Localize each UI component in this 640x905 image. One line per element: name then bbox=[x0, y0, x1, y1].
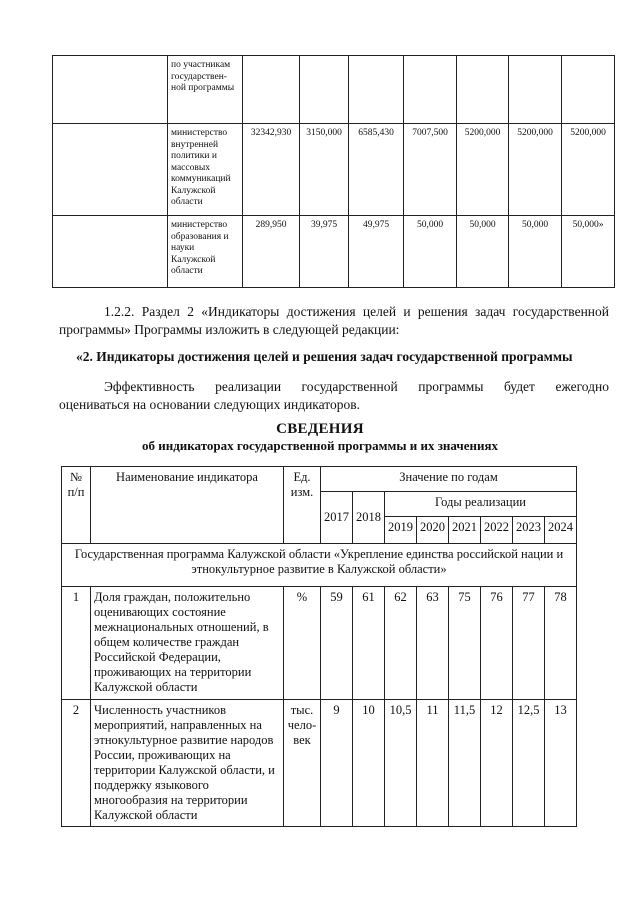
value-cell: 3150,000 bbox=[300, 124, 349, 216]
indicator-name: Численность участников мероприятий, направленных на этнокультурное развитие народов России, проживающих на территории Калужской области, и поддержку языкового многообразия на территории Калужской области bbox=[91, 700, 284, 827]
word: будет bbox=[503, 379, 535, 394]
value-cell bbox=[404, 56, 457, 124]
table-row bbox=[62, 587, 577, 700]
table-row bbox=[53, 124, 615, 216]
value-cell: 5200,000 bbox=[457, 124, 509, 216]
value-cell: 11 bbox=[417, 700, 449, 827]
header-year: 2020 bbox=[417, 517, 449, 544]
value-cell bbox=[457, 56, 509, 124]
header-year: 2023 bbox=[513, 517, 545, 544]
header-year: 2022 bbox=[481, 517, 513, 544]
program-section-row bbox=[62, 544, 577, 587]
row-number: 1 bbox=[62, 587, 91, 700]
value-cell: 75 bbox=[449, 587, 481, 700]
table-cell bbox=[53, 124, 168, 216]
table-cell bbox=[53, 216, 168, 288]
executor-cell: по участникам государствен-ной программы bbox=[168, 56, 243, 124]
header-year: 2017 bbox=[321, 492, 353, 544]
value-cell: 12,5 bbox=[513, 700, 545, 827]
indicator-name: Доля граждан, положительно оценивающих состояние межнациональных отношений, в общем количестве граждан Российской Федерации, проживающих на территории Калужской области bbox=[91, 587, 284, 700]
word: Эффективность bbox=[104, 379, 195, 394]
value-cell: 63 bbox=[417, 587, 449, 700]
value-cell: 59 bbox=[321, 587, 353, 700]
header-year: 2024 bbox=[545, 517, 577, 544]
indicators-table bbox=[61, 466, 577, 827]
value-cell: 78 bbox=[545, 587, 577, 700]
value-cell: 12 bbox=[481, 700, 513, 827]
value-cell: 10,5 bbox=[385, 700, 417, 827]
table-row bbox=[62, 700, 577, 827]
indicator-unit: тыс. чело-век bbox=[284, 700, 321, 827]
header-number: № п/п bbox=[62, 467, 91, 544]
effect-paragraph-line2: оцениваться на основании следующих индикаторов. bbox=[59, 396, 361, 412]
value-cell: 61 bbox=[353, 587, 385, 700]
value-cell: 7007,500 bbox=[404, 124, 457, 216]
value-cell: 11,5 bbox=[449, 700, 481, 827]
indicator-unit: % bbox=[284, 587, 321, 700]
value-cell: 50,000 bbox=[457, 216, 509, 288]
value-cell: 32342,930 bbox=[243, 124, 300, 216]
executor-cell: министерство внутренней политики и массовых коммуникаций Калужской области bbox=[168, 124, 243, 216]
value-cell: 5200,000 bbox=[509, 124, 562, 216]
program-title-cell: Государственная программа Калужской области «Укрепление единства российской нации и этнокультурное развитие в Калужской области» bbox=[62, 544, 577, 587]
header-year: 2021 bbox=[449, 517, 481, 544]
value-cell: 289,950 bbox=[243, 216, 300, 288]
value-cell bbox=[509, 56, 562, 124]
table-header-row bbox=[62, 467, 577, 492]
header-values-by-year: Значение по годам bbox=[321, 467, 577, 492]
word: программы bbox=[418, 379, 484, 394]
effect-paragraph-line1 bbox=[59, 378, 609, 396]
intro-paragraph: 1.2.2. Раздел 2 «Индикаторы достижения целей и решения задач государственной программы» Программы изложить в следующей редакции: bbox=[59, 304, 609, 337]
value-cell bbox=[562, 56, 615, 124]
header-unit: Ед. изм. bbox=[284, 467, 321, 544]
word: государственной bbox=[301, 379, 398, 394]
table-row bbox=[53, 216, 615, 288]
value-cell bbox=[349, 56, 404, 124]
value-cell: 5200,000 bbox=[562, 124, 615, 216]
value-cell: 62 bbox=[385, 587, 417, 700]
word: реализации bbox=[215, 379, 282, 394]
value-cell bbox=[243, 56, 300, 124]
effect-paragraph bbox=[59, 378, 609, 413]
value-cell: 49,975 bbox=[349, 216, 404, 288]
document-title: СВЕДЕНИЯ bbox=[276, 421, 364, 437]
value-cell: 9 bbox=[321, 700, 353, 827]
value-cell: 76 bbox=[481, 587, 513, 700]
section-heading: «2. Индикаторы достижения целей и решения задач государственной программы bbox=[76, 349, 573, 364]
header-implementation-years: Годы реализации bbox=[385, 492, 577, 517]
value-cell: 50,000 bbox=[404, 216, 457, 288]
header-year: 2019 bbox=[385, 517, 417, 544]
value-cell: 10 bbox=[353, 700, 385, 827]
header-indicator-name: Наименование индикатора bbox=[91, 467, 284, 544]
header-year: 2018 bbox=[353, 492, 385, 544]
value-cell: 39,975 bbox=[300, 216, 349, 288]
budget-continuation-table bbox=[52, 55, 615, 288]
value-cell bbox=[300, 56, 349, 124]
table-cell bbox=[53, 56, 168, 124]
value-cell: 77 bbox=[513, 587, 545, 700]
document-subtitle: об индикаторах государственной программы и их значениях bbox=[141, 438, 499, 453]
value-cell: 13 bbox=[545, 700, 577, 827]
table-row bbox=[53, 56, 615, 124]
word: ежегодно bbox=[555, 379, 609, 394]
executor-cell: министерство образования и науки Калужской области bbox=[168, 216, 243, 288]
value-cell: 6585,430 bbox=[349, 124, 404, 216]
value-cell: 50,000 bbox=[509, 216, 562, 288]
row-number: 2 bbox=[62, 700, 91, 827]
value-cell: 50,000» bbox=[562, 216, 615, 288]
